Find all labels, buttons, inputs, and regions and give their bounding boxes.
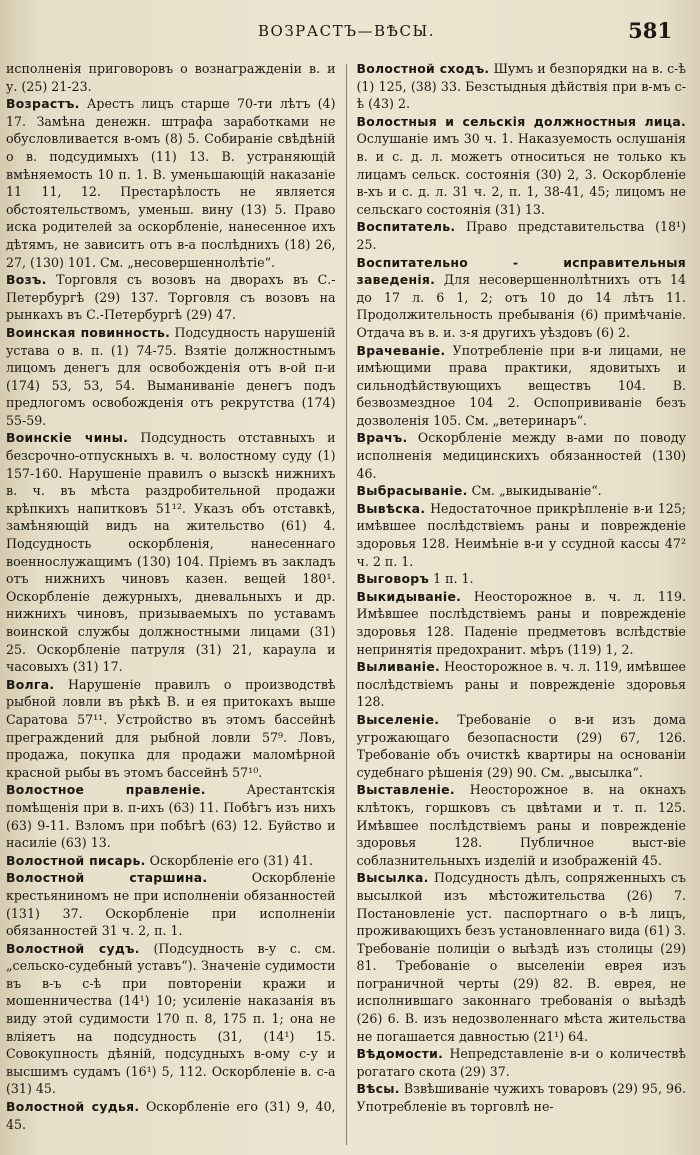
index-entry [6,324,336,430]
index-entry [357,60,687,113]
entry-headword: Вѣсы. [356,1081,400,1097]
entry-text: Право представительства (18¹) 25. [356,219,686,252]
entry-text: Арестантскія помѣщенія при в. п-ихъ (63) 11. Побѣгъ изъ нихъ (63) 9-11. Взломъ при побѣгѣ (63) 12. Буйство и насиліе (63) 13. [6,782,336,851]
page-header [0,18,700,48]
left-column [6,60,336,1145]
entry-headword: Волостной старшина. [6,870,208,886]
index-entry [357,1045,687,1080]
index-entry [357,342,687,430]
index-entry [6,676,336,782]
entry-headword: Врачеваніе. [356,342,446,358]
index-entry [357,218,687,253]
index-entry [357,113,687,219]
index-entry [6,781,336,851]
entry-headword: Выселеніе. [356,711,440,727]
index-entry [6,95,336,271]
entry-headword: Волостной писарь. [6,852,146,868]
entry-headword: Возъ. [6,272,47,288]
entry-headword: Волга. [6,676,55,692]
entry-text: Арестъ лицъ старше 70-ти лѣтъ (4) 17. Замѣна денежн. штрафа заработками не обусловливается в-омъ (8) 5. Собираніе свѣдѣній о в. подсудимыхъ (11) 13. В. устраняющій вмѣняемость 10 п. 1. В. уменьшающій наказаніе 11 11, 12. Престарѣлость не является обстоятельствомъ, уменьш. вину (13) 5. Право иска родителей за оскорбленіе, нанесенное ихъ дѣтямъ, не зависитъ отъ в-а послѣднихъ (18) 26, 27, (130) 101. См. „несовершеннолѣтіе“. [6,96,336,270]
index-entry [357,482,687,500]
index-entry [6,852,336,870]
entry-text: Требованіе о в-и изъ дома угрожающаго безопасности (29) 67, 126. Требованіе объ очисткѣ квартиры на основаніи судебнаго рѣшенія (29) 90. См. „высылка“. [356,711,686,780]
index-entry [6,429,336,675]
index-entry [357,658,687,711]
entry-headword: Вывѣска. [356,500,426,516]
entry-text: Неосторожное в. на окнахъ клѣтокъ, горшковъ съ цвѣтами и т. п. 125. Имѣвшее послѣдствіемъ раны и поврежденіе здоровья 128. Публичное выст-віе соблазнительныхъ изделій и изображеній 45. [356,782,686,868]
entry-headword: Воинская повинность. [6,324,171,340]
entry-text: 1 п. 1. [433,571,474,587]
entry-text: Подсудность дѣлъ, сопряженныхъ съ высылкой изъ мѣстожительства (26) 7. Постановленіе уст. паспортнаго о в-ѣ лицъ, проживающихъ безъ установленнаго вида (61) 3. Требованіе полиціи о выѣздѣ изъ столицы (29) 81. Требованіе о выселеніи еврея изъ пограничной черты (29) 82. В. еврея, не исполнившаго законнаго требованія о выѣздѣ (26) 6. В. изъ недозволеннаго мѣста жительства не погашается давностью (21¹) 64. [356,870,686,1044]
entry-text: Недостаточное прикрѣпленіе в-и 125; имѣвшее послѣдствіемъ раны и поврежденіе здоровья 128. Неимѣніе в-и у ссудной кассы 47² ч. 2 п. 1. [356,500,686,569]
index-entry [6,940,336,1098]
running-head: ВОЗРАСТЪ—ВѢСЫ. [258,22,435,40]
entry-headword: Выливаніе. [356,659,441,675]
entry-headword: Воспитательно - исправительныя заведенія. [356,254,686,288]
entry-text: Торговля съ возовъ на дворахъ въ С.-Петербургѣ (29) 137. Торговля съ возовъ на рынкахъ въ С.-Петербургѣ (29) 47. [6,272,336,323]
entry-text: См. „выкидываніе“. [471,483,602,499]
entry-text: Взвѣшиваніе чужихъ товаровъ (29) 95, 96. Употребленіе въ торговлѣ не- [356,1081,686,1115]
index-entry [357,570,687,588]
entry-headword: Воинскіе чины. [6,430,129,446]
index-entry [357,254,687,342]
right-column [357,60,687,1145]
entry-headword: Волостныя и сельскія должностныя лица. [356,113,686,129]
index-entry [6,60,336,95]
index-entry [357,711,687,781]
entry-text: Оскорбленіе крестьяниномъ не при исполненіи обязанностей (131) 37. Оскорбленіе при исполненіи обязанностей 31 ч. 2, п. 1. [6,870,336,939]
entry-text: Ослушаніе имъ 30 ч. 1. Наказуемость ослушанія в. и с. д. л. можетъ относиться не только къ лицамъ сельск. состоянія (30) 2, 3. Оскорбленіе в-хъ и с. д. л. 31 ч. 2, п. 1, 38-41, 45; лицомъ не сельскаго состоянія (31) 13. [356,131,686,217]
entry-text: Оскорбленіе его (31) 9, 40, 45. [6,1099,336,1132]
entry-text: Шумъ и безпорядки на в. с-ѣ (1) 125, (38) 33. Безстыдныя дѣйствія при в-мъ с-ѣ (43) 2. [356,61,686,112]
text-columns [6,60,686,1145]
index-entry [357,429,687,482]
entry-text: Неосторожное в. ч. л. 119, имѣвшее послѣдствіемъ раны и поврежденіе здоровья 128. [356,659,686,710]
entry-headword: Врачъ. [356,430,408,446]
entry-text: (Подсудность в-у с. см. „сельско-судебный уставъ“). Значеніе судимости въ в-ъ с-ѣ при повтореніи кражи и мошенничества (14¹) 10; усиленіе наказанія въ виду этой судимости 170 п. 8, 175 п. 1; она не вліяетъ на подсудность (31, (14¹) 15. Совокупность дѣяній, подсудныхъ в-ому с-у и высшимъ судамъ (16¹) 5, 112. Оскорбленіе в. с-а (31) 45. [6,940,336,1097]
entry-headword: Выставленіе. [356,782,455,798]
entry-text: Неосторожное в. ч. л. 119. Имѣвшее послѣдствіемъ раны и поврежденіе здоровья 128. Паденіе предметовъ вслѣдствіе непринятія предохранит. мѣръ (119) 1, 2. [356,588,686,657]
index-entry [357,588,687,658]
entry-text: Оскорбленіе между в-ами по поводу исполненія медицинскихъ обязанностей (130) 46. [356,430,686,481]
entry-headword: Выговоръ [356,571,430,587]
entry-text: Непредставленіе в-и о количествѣ рогатаго скота (29) 37. [356,1046,686,1079]
entry-text: Употребленіе при в-и лицами, не имѣющими права практики, ядовитыхъ и сильнодѣйствующихъ веществъ 104. В. безвозмездное 104 2. Оспопрививаніе безъ дозволенія 105. См. „ветеринаръ“. [356,342,686,428]
index-entry [357,500,687,570]
entry-headword: Волостной сходъ. [356,61,490,76]
entry-headword: Волостное правленіе. [6,782,206,798]
entry-text: исполненія приговоровъ о вознагражденіи в. и у. (25) 21-23. [6,61,336,94]
entry-headword: Выбрасываніе. [356,483,468,499]
entry-headword: Возрастъ. [6,96,80,112]
entry-text: Оскорбленіе его (31) 41. [149,852,313,868]
entry-text: Подсудность нарушеній устава о в. п. (1) 74-75. Взятіе должностнымъ лицомъ денегъ для освобожденія отъ в-ой п-и (174) 53, 53, 54. Выманиваніе денегъ подъ предлогомъ освобожденія отъ рекрутства (174) 55-59. [6,324,336,428]
entry-headword: Выкидываніе. [356,588,462,604]
entry-headword: Волостной судья. [6,1099,140,1115]
index-entry [357,869,687,1045]
index-entry [6,1098,336,1133]
entry-headword: Волостной судъ. [6,940,140,956]
page-number: 581 [628,18,672,43]
entry-text: Подсудность отставныхъ и безсрочно-отпускныхъ в. ч. волостному суду (1) 157-160. Нарушеніе правилъ о вызскѣ нижнихъ в. ч. въ мѣста раздробительной продажи крѣпкихъ напитковъ 51¹². Указъ объ отставкѣ, замѣняющій видъ на жительство (61) 4. Подсудность оскорбленія, нанесеннаго военнослужащимъ (130) 104. Пріемъ въ закладъ отъ нижнихъ чиновъ казен. вещей 180¹. Оскорбленіе дежурныхъ, дневальныхъ и др. нижнихъ чиновъ, призываемыхъ по уставамъ воинской службы должностными лицами (31) 25. Оскорбленіе патруля (31) 21, караула и часовыхъ (31) 17. [6,430,336,675]
index-entry [6,869,336,939]
entry-headword: Высылка. [356,870,429,886]
entry-headword: Вѣдомости. [356,1046,444,1062]
index-entry [357,781,687,869]
column-divider [346,64,347,1145]
entry-headword: Воспитатель. [356,219,456,235]
entry-text: Нарушеніе правилъ о производствѣ рыбной ловли въ рѣкѣ В. и ея притокахъ выше Саратова 57¹¹. Устройство въ этомъ бассейнѣ преграждений для рыбной ловли 57⁹. Ловъ, продажа, покупка для продажи маломѣрной красной рыбы въ этомъ бассейнѣ 57¹⁰. [6,676,336,780]
entry-text: Для несовершеннолѣтнихъ отъ 14 до 17 л. 6 1, 2; отъ 10 до 14 лѣтъ 11. Продолжительность пребыванія (6) примѣчаніе. Отдача въ в. и. з-я другихъ уѣздовъ (6) 2. [356,272,686,340]
index-entry [6,271,336,324]
index-entry [357,1080,687,1115]
